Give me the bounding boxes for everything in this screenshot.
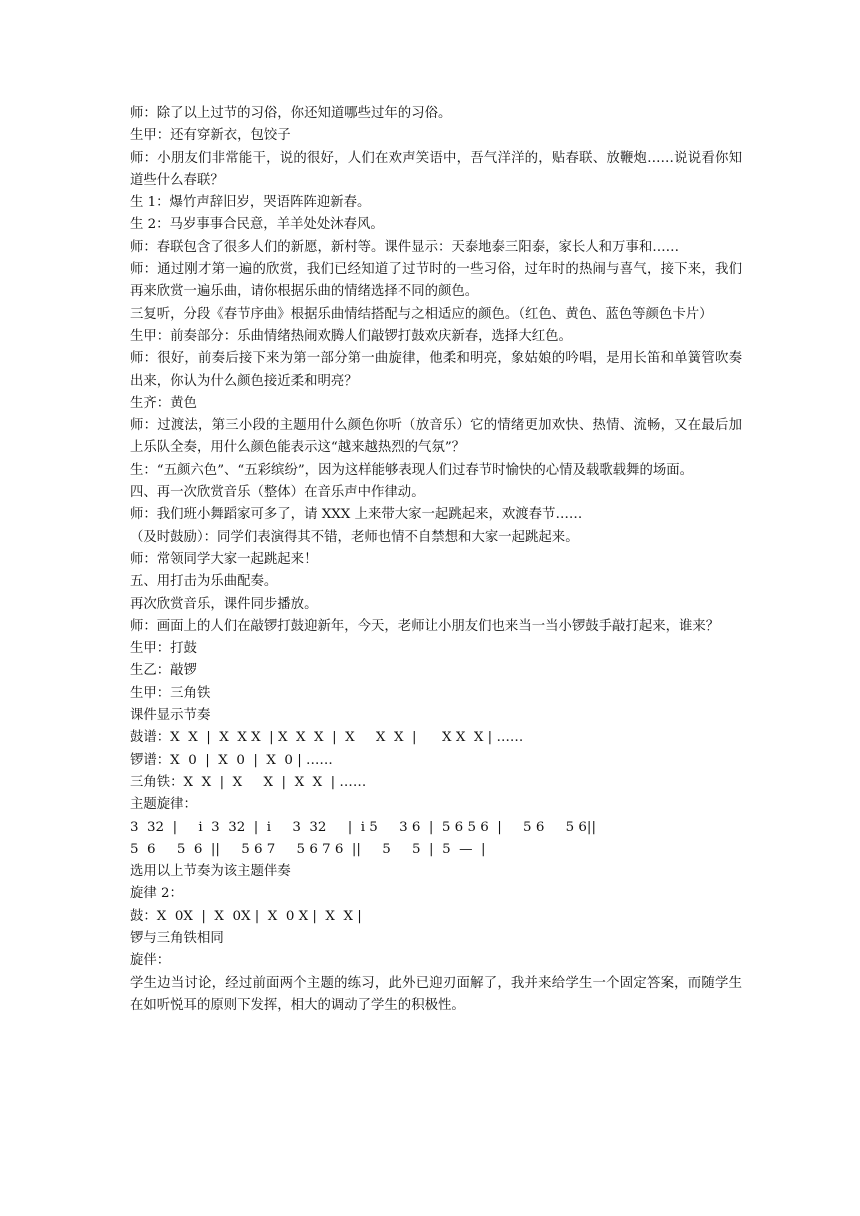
section-heading: 五、用打击为乐曲配奏。 [130,574,278,590]
paragraph: 三复听，分段《春节序曲》根据乐曲情结搭配与之相适应的颜色。（红色、黄色、蓝色等颜色卡片） [130,306,713,322]
rhythm-notation: 三角铁：X X | X X | X X | …… [130,774,367,790]
paragraph: 生甲：前奏部分：乐曲情绪热闹欢腾人们敲锣打鼓欢庆新春，选择大红色。 [130,328,572,344]
paragraph: 再次欣赏音乐，课件同步播放。 [130,596,318,612]
melody-notation: 3 32 | i 3 32 | i 3 32 | i 5 3 6 | 5 6 5 6 | 5 6 5 6|| [130,819,596,835]
paragraph: 生甲：还有穿新衣，包饺子 [130,128,291,144]
paragraph: 师：过渡法，第三小段的主题用什么颜色你听（放音乐）它的情绪更加欢快、热情、流畅，又在最后加上乐队全奏，用什么颜色能表示这“越来越热烈的气氛”？ [130,418,742,456]
paragraph: 主题旋律： [130,797,197,813]
paragraph: （及时鼓励）：同学们表演得其不错，老师也情不自禁想和大家一起跳起来。 [130,529,579,545]
paragraph: 学生边当讨论，经过前面两个主题的练习，此外已迎刃面解了，我并来给学生一个固定答案，而随学生在如听悦耳的原则下发挥，相大的调动了学生的积极性。 [130,975,742,1013]
paragraph: 生甲：三角铁 [130,685,211,701]
paragraph: 生 1：爆竹声辞旧岁，哭语阵阵迎新春。 [130,195,371,211]
paragraph: 师：春联包含了很多人们的新愿，新村等。课件显示：天泰地泰三阳泰，家长人和万事和…… [130,239,680,255]
paragraph: 师：很好，前奏后接下来为第一部分第一曲旋律，他柔和明亮，象姑娘的吟唱，是用长笛和单簧管吹奏出来，你认为什么颜色接近柔和明亮？ [130,351,742,389]
paragraph: 师：小朋友们非常能干，说的很好，人们在欢声笑语中，吾气洋洋的，贴春联、放鞭炮……说说看你知道些什么春联？ [130,150,742,188]
rhythm-notation: 鼓：X 0X | X 0X | X 0 X | X X | [130,908,362,924]
paragraph: 课件显示节奏 [130,708,211,724]
section-heading: 四、再一次欣赏音乐（整体）在音乐声中作律动。 [130,485,425,501]
melody-notation: 5 6 5 6 || 5 6 7 5 6 7 6 || 5 5 | 5 — | [130,841,486,857]
paragraph: 师：除了以上过节的习俗，你还知道哪些过年的习俗。 [130,106,452,121]
paragraph: 生：“五颜六色”、“五彩缤纷”，因为这样能够表现人们过春节时愉快的心情及载歌载舞的场面。 [130,462,694,478]
paragraph: 师：画面上的人们在敲锣打鼓迎新年，今天，老师让小朋友们也来当一当小锣鼓手敲打起来，谁来？ [130,618,720,634]
paragraph: 旋伴： [130,953,171,969]
paragraph: 师：常领同学大家一起跳起来！ [130,551,318,567]
paragraph: 选用以上节奏为该主题伴奏 [130,864,291,880]
rhythm-notation: 锣谱：X 0 | X 0 | X 0 | …… [130,752,333,768]
paragraph: 师：通过刚才第一遍的欣赏，我们已经知道了过节时的一些习俗，过年时的热闹与喜气，接下来，我们再来欣赏一遍乐曲，请你根据乐曲的情绪选择不同的颜色。 [130,262,742,300]
paragraph: 锣与三角铁相同 [130,930,224,946]
paragraph: 生 2：马岁事事合民意，羊羊处处沐春风。 [130,217,384,233]
paragraph: 旋律 2： [130,886,183,902]
paragraph: 生乙：敲锣 [130,663,197,679]
document-page [130,103,742,1017]
paragraph: 生齐：黄色 [130,395,197,411]
paragraph: 师：我们班小舞蹈家可多了，请 XXX 上来带大家一起跳起来，欢渡春节…… [130,507,583,523]
paragraph: 生甲：打鼓 [130,641,197,657]
rhythm-notation: 鼓谱：X X | X X X | X X X | X X X | X X X | …… [130,730,524,746]
